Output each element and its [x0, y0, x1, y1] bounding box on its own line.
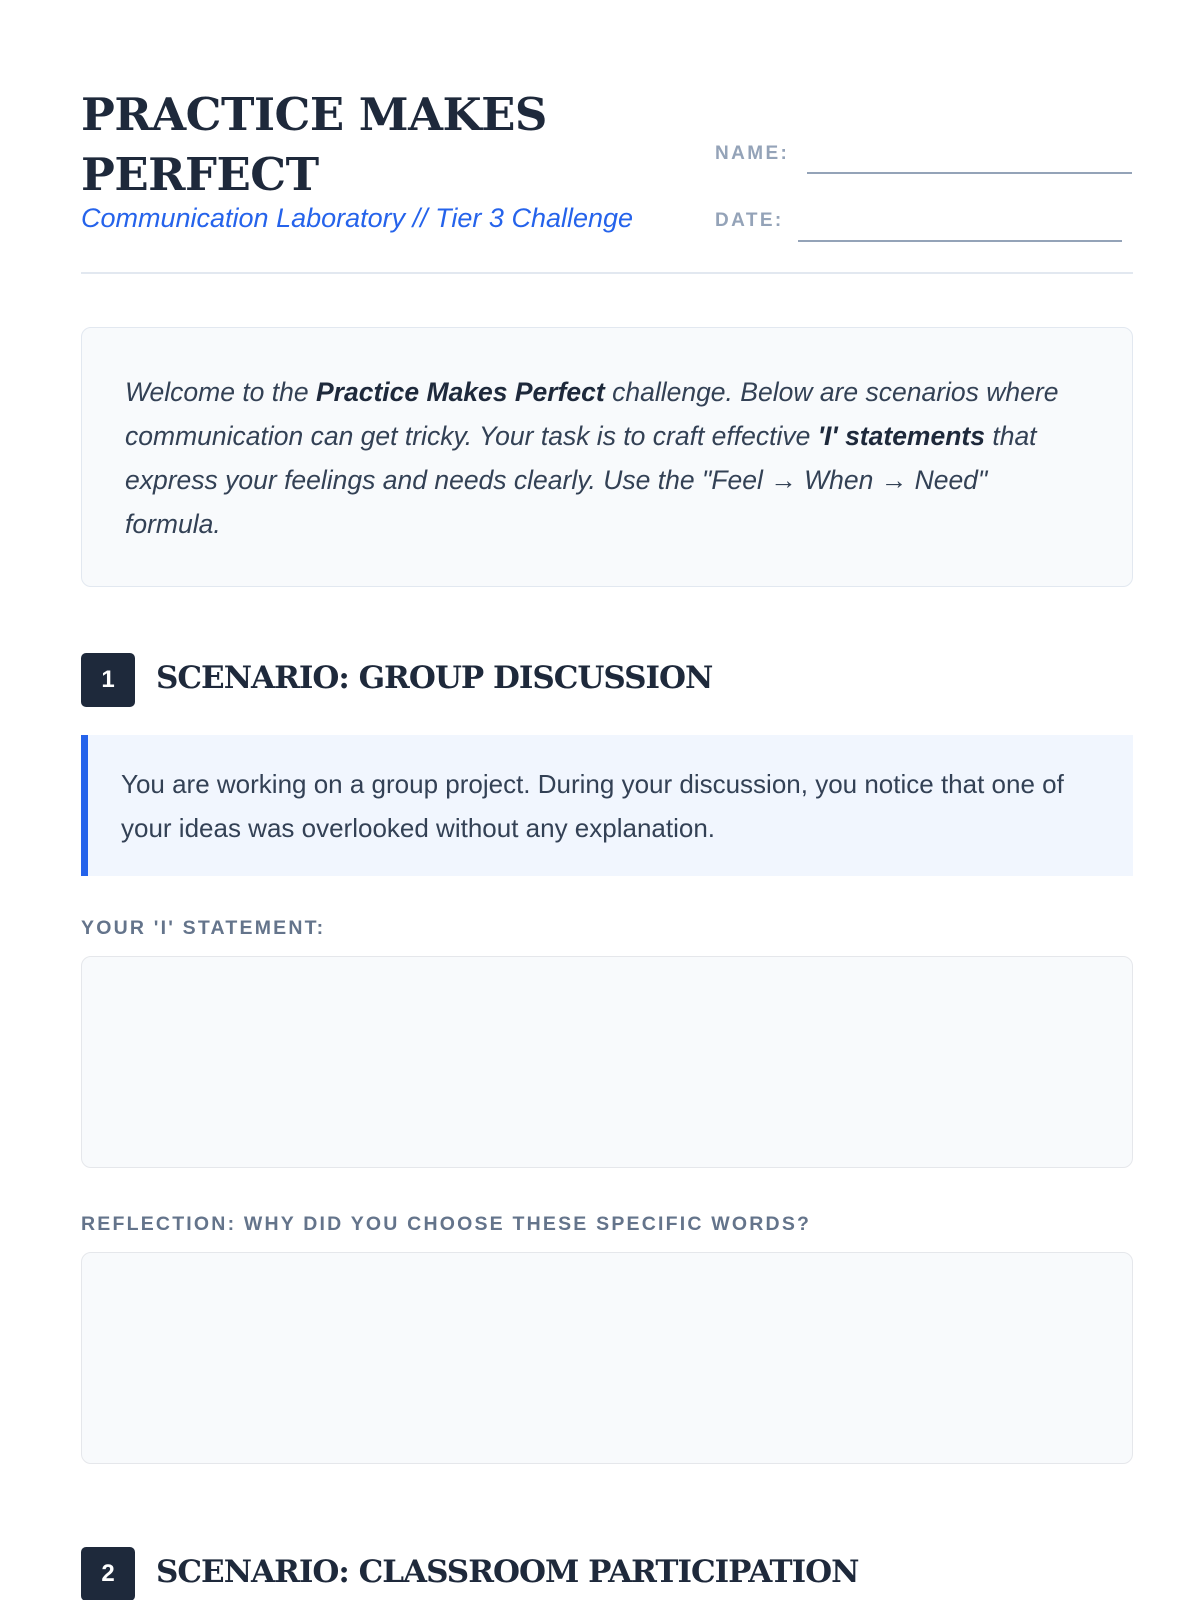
page-subtitle: Communication Laboratory // Tier 3 Challenge — [81, 203, 634, 233]
date-field[interactable] — [798, 240, 1122, 242]
reflection-label: REFLECTION: WHY DID YOU CHOOSE THESE SPECIFIC WORDS? — [81, 1213, 812, 1235]
name-field[interactable] — [807, 172, 1132, 174]
scenario-1-header — [81, 653, 1133, 707]
scenario-description: You are working on a group project. During your discussion, you notice that one of your ideas was overlooked without any explanation. — [81, 735, 1133, 876]
scenario-number-badge: 1 — [81, 653, 135, 707]
scenario-title: SCENARIO: GROUP DISCUSSION — [156, 660, 713, 696]
name-label: NAME: — [715, 143, 790, 164]
i-statements-term: 'I' statements — [817, 421, 985, 451]
statement-answer-box[interactable] — [81, 956, 1133, 1168]
scenario-2-header — [81, 1547, 1133, 1600]
intro-text: Welcome to the Practice Makes Perfect challenge. Below are scenarios where communication can get tricky. Your task is to craft effective 'I' statements that express your feelings and needs clearly. Use the "Feel → When → Need" formula. — [125, 377, 1059, 539]
date-label: DATE: — [715, 210, 784, 231]
scenario-title: SCENARIO: CLASSROOM PARTICIPATION — [156, 1554, 859, 1590]
reflection-answer-box[interactable] — [81, 1252, 1133, 1464]
statement-label: YOUR 'I' STATEMENT: — [81, 917, 326, 939]
scenario-number-badge: 2 — [81, 1547, 135, 1600]
worksheet-header — [81, 80, 1133, 274]
intro-box — [81, 327, 1133, 587]
page-title: PRACTICE MAKES PERFECT — [81, 88, 547, 201]
challenge-name: Practice Makes Perfect — [316, 377, 605, 407]
